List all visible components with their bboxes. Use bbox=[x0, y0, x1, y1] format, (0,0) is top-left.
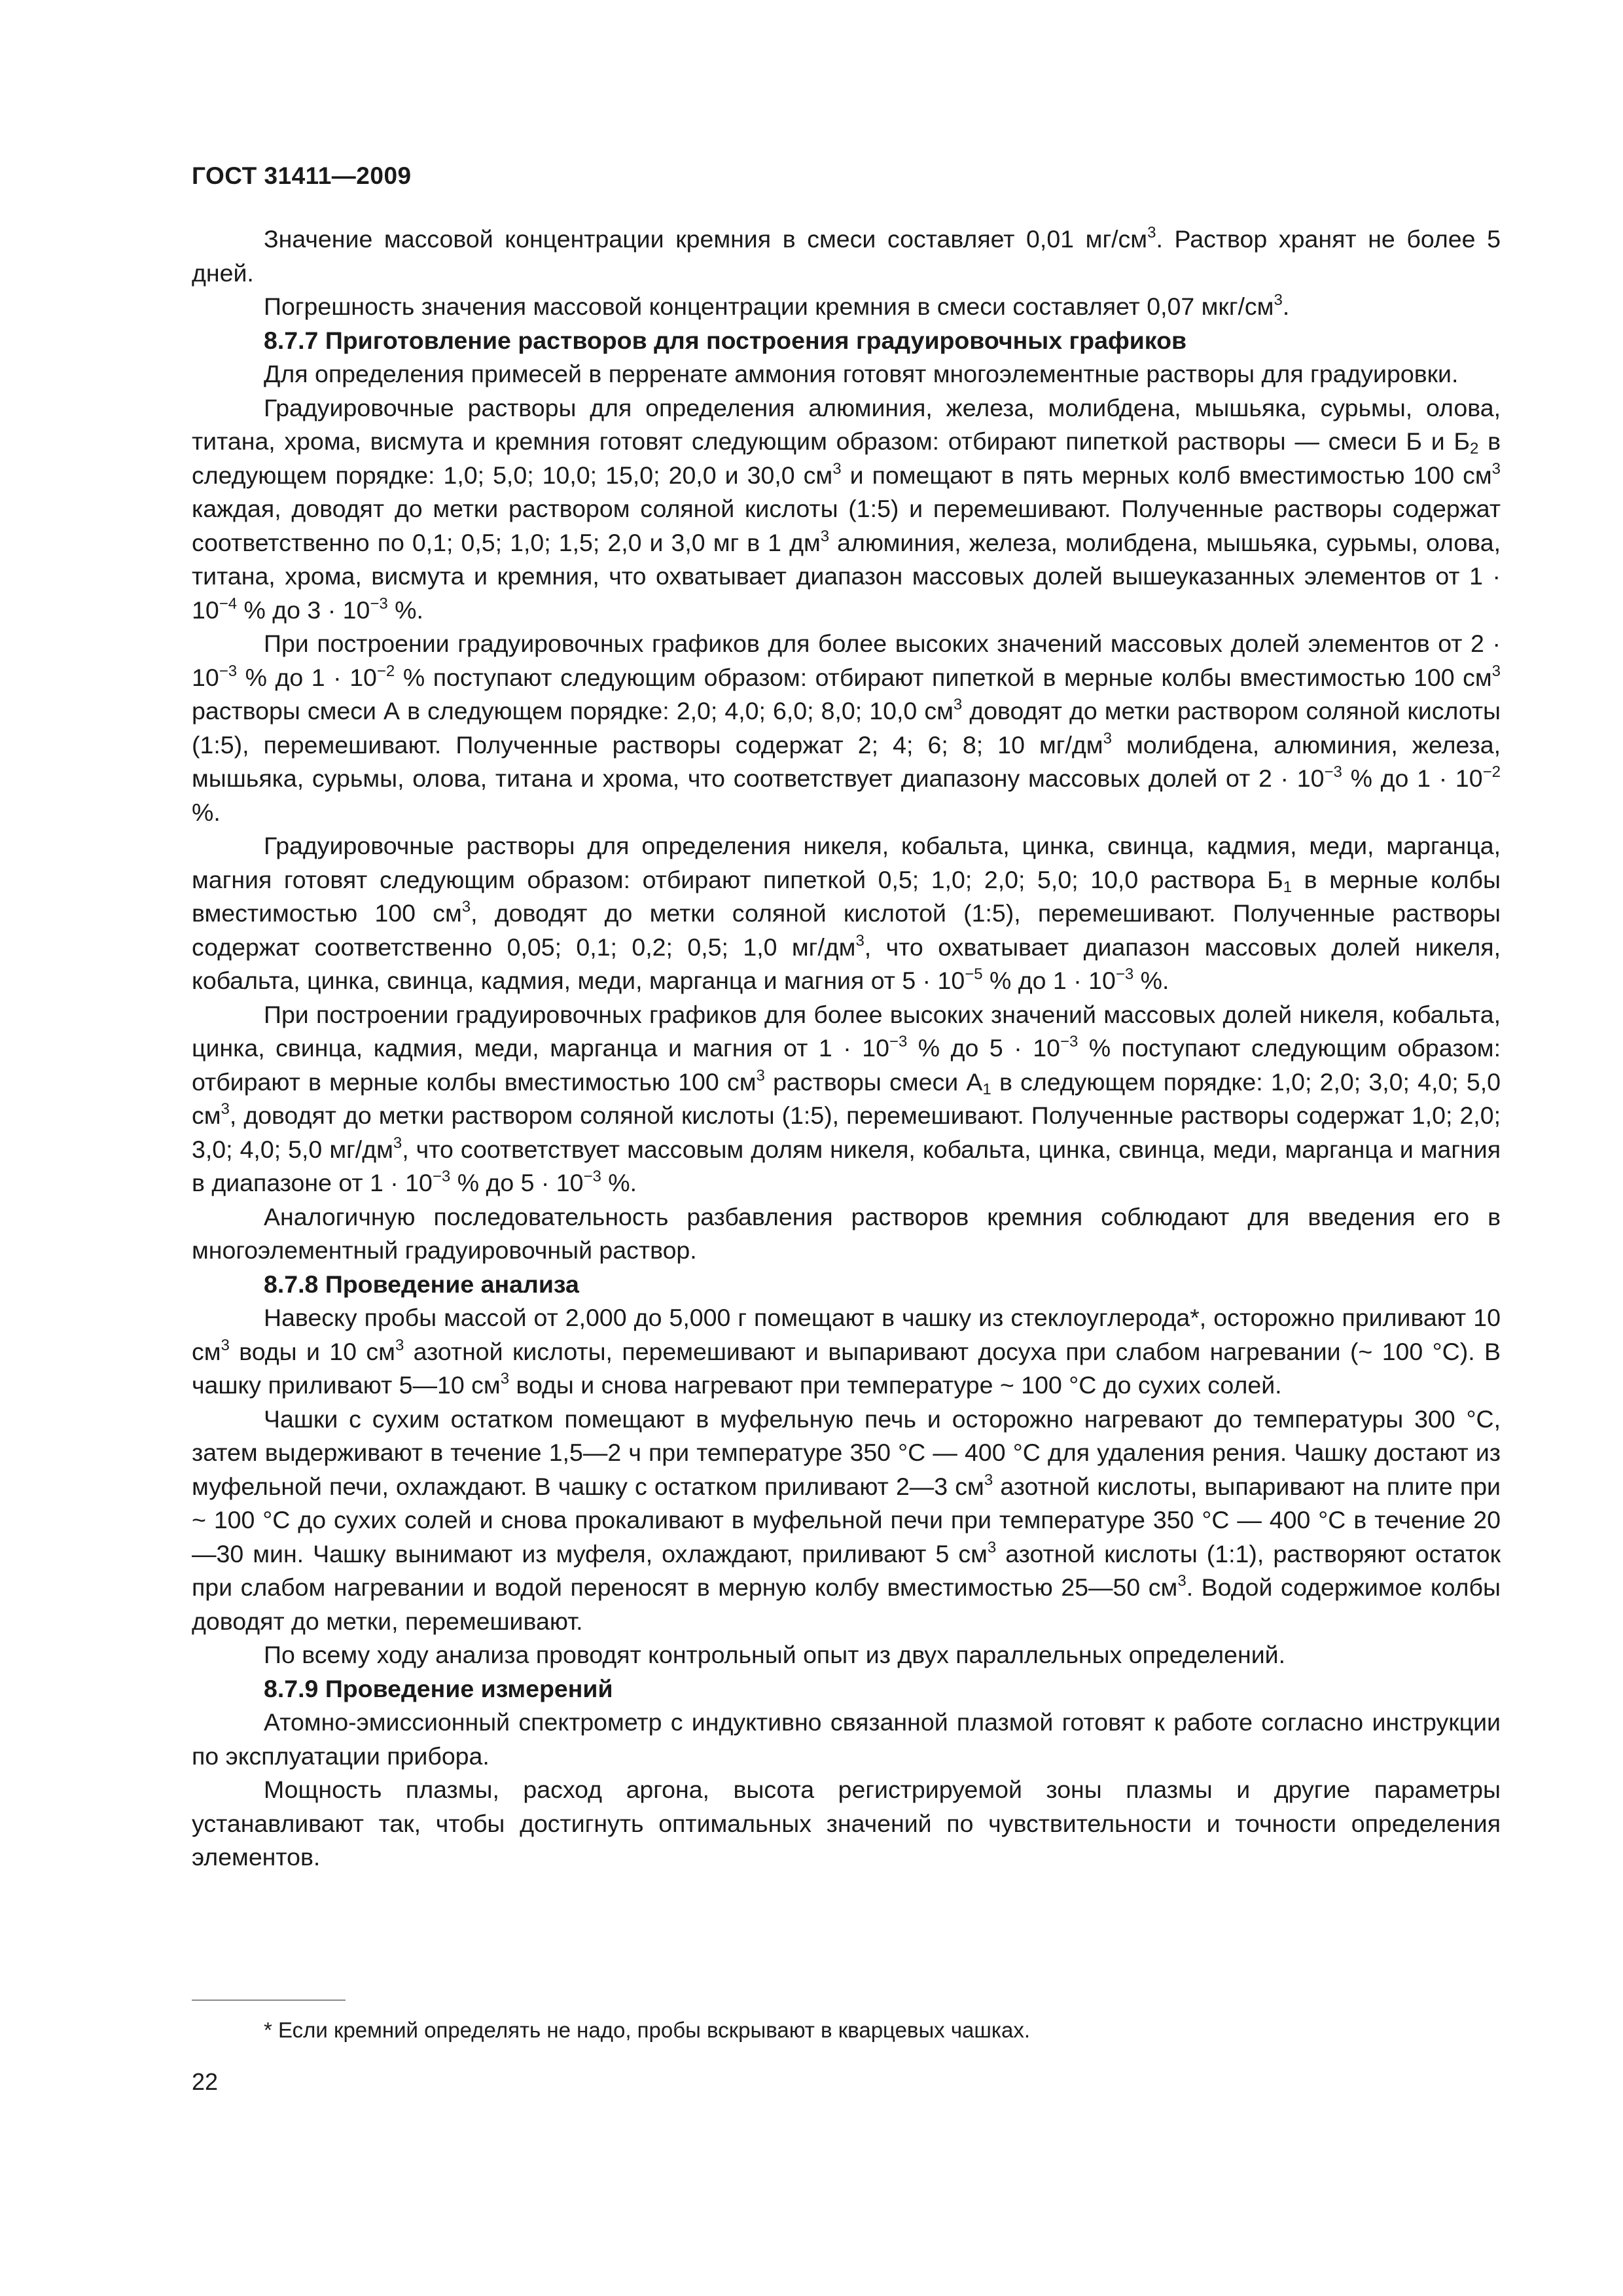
paragraph-spectrometer-prep: Атомно-эмиссионный спектрометр с индуктивно связанной плазмой готовят к работе согласно инструкции по эксплуатации прибора. bbox=[192, 1708, 1501, 1770]
section-heading-8-7-8: 8.7.8 Проведение анализа bbox=[264, 1270, 579, 1298]
paragraph-silicon-concentration: Значение массовой концентрации кремния в смеси составляет 0,01 $мг/см^3$. Раствор хранят не более 5 дней. bbox=[192, 224, 1501, 287]
paragraph-calibration-ni-co: Градуировочные растворы для определения никеля, кобальта, цинка, свинца, кадмия, меди, марганца, магния готовят следующим образом: отбирают пипеткой 0,5; 1,0; 2,0; 5,0; 10,0 раствора $Б_1$ в мерные колбы вместимостью 100 $см^3$, доводят до метки соляной кислотой (1:5), перемешивают. Полученные растворы содержат соответственно 0,05; 0,1; 0,2; 0,5; 1,0 $мг/дм^3$, что охватывает диапазон массовых долей никеля, кобальта, цинка, свинца, кадмия, меди, марганца и магния от $5 \cdot 10^{-5}$ % до $1 \cdot 10^{-3}$ %. bbox=[192, 832, 1501, 994]
document-code-header: ГОСТ 31411—2009 bbox=[192, 162, 412, 189]
document-page bbox=[192, 0, 1501, 2296]
paragraph-muffle-furnace: Чашки с сухим остатком помещают в муфельную печь и осторожно нагревают до температуры 300 °С, затем выдерживают в течение 1,5—2 ч при температуре 350 °С — 400 °С для удаления рения. Чашку достают из муфельной печи, охлаждают. В чашку с остатком приливают 2—3 $см^3$ азотной кислоты, выпаривают на плите при ~ 100 °С до сухих солей и снова прокаливают в муфельной печи при температуре 350 °С — 400 °С в течение 20—30 мин. Чашку вынимают из муфеля, охлаждают, приливают 5 $см^3$ азотной кислоты (1:1), растворяют остаток при слабом нагревании и водой переносят в мерную колбу вместимостью 25—50 $см^3$. Водой содержимое колбы доводят до метки, перемешивают. bbox=[192, 1405, 1501, 1635]
section-heading-8-7-7: 8.7.7 Приготовление растворов для построения градуировочных графиков bbox=[264, 326, 1187, 354]
section-heading-8-7-9: 8.7.9 Проведение измерений bbox=[264, 1674, 613, 1702]
footnote: * Если кремний определять не надо, пробы вскрывают в кварцевых чашках. bbox=[264, 2018, 1031, 2042]
paragraph-sample-weighing: Навеску пробы массой от 2,000 до 5,000 г помещают в чашку из стеклоуглерода*, осторожно приливают 10 $см^3$ воды и 10 $см^3$ азотной кислоты, перемешивают и выпаривают досуха при слабом нагревании (~ 100 °С). В чашку приливают 5—10 $см^3$ воды и снова нагревают при температуре ~ 100 °С до сухих солей. bbox=[192, 1304, 1501, 1399]
paragraph-calibration-high-range: При построении градуировочных графиков для более высоких значений массовых долей элементов от $2 \cdot 10^{-3}$ % до $1 \cdot 10^{-2}$ % поступают следующим образом: отбирают пипеткой в мерные колбы вместимостью 100 $см^3$ растворы смеси А в следующем порядке: 2,0; 4,0; 6,0; 8,0; 10,0 $см^3$ доводят до метки раствором соляной кислоты (1:5), перемешивают. Полученные растворы содержат 2; 4; 6; 8; 10 $мг/дм^3$ молибдена, алюминия, железа, мышьяка, сурьмы, олова, титана и хрома, что соответствует диапазону массовых долей от $2 \cdot 10^{-3}$ % до $1 \cdot 10^{-2}$ %. bbox=[192, 630, 1501, 826]
paragraph-control-experiment: По всему ходу анализа проводят контрольный опыт из двух параллельных определений. bbox=[264, 1641, 1286, 1668]
paragraph-plasma-parameters: Мощность плазмы, расход аргона, высота регистрируемой зоны плазмы и другие параметры устанавливают так, чтобы достигнуть оптимальных значений по чувствительности и точности определения элементов. bbox=[192, 1776, 1501, 1871]
page-number: 22 bbox=[192, 2068, 219, 2095]
document-body bbox=[192, 223, 1501, 1874]
paragraph-calibration-al-fe: Градуировочные растворы для определения алюминия, железа, молибдена, мышьяка, сурьмы, олова, титана, хрома, висмута и кремния готовят следующим образом: отбирают пипеткой растворы — смеси Б и $Б_2$ в следующем порядке: 1,0; 5,0; 10,0; 15,0; 20,0 и 30,0 $см^3$ и помещают в пять мерных колб вместимостью 100 $см^3$ каждая, доводят до метки раствором соляной кислоты (1:5) и перемешивают. Полученные растворы содержат соответственно по 0,1; 0,5; 1,0; 1,5; 2,0 и 3,0 мг в 1 $дм^3$ алюминия, железа, молибдена, мышьяка, сурьмы, олова, титана, хрома, висмута и кремния, что охватывает диапазон массовых долей вышеуказанных элементов от $1 \cdot 10^{-4}$ % до $3 \cdot 10^{-3}$ %. bbox=[192, 393, 1501, 624]
footnote-divider bbox=[192, 2000, 346, 2001]
paragraph-calibration-ni-co-high: При построении градуировочных графиков для более высоких значений массовых долей никеля, кобальта, цинка, свинца, кадмия, меди, марганца и магния от $1 \cdot 10^{-3}$ % до $5 \cdot 10^{-3}$ % поступают следующим образом: отбирают в мерные колбы вместимостью 100 $см^3$ растворы смеси $А_1$ в следующем порядке: 1,0; 2,0; 3,0; 4,0; 5,0 $см^3$, доводят до метки раствором соляной кислоты (1:5), перемешивают. Полученные растворы содержат 1,0; 2,0; 3,0; 4,0; 5,0 $мг/дм^3$, что соответствует массовым долям никеля, кобальта, цинка, свинца, меди, марганца и магния в диапазоне от $1 \cdot 10^{-3}$ % до $5 \cdot 10^{-3}$ %. bbox=[192, 1000, 1501, 1196]
paragraph-silicon-error: Погрешность значения массовой концентрации кремния в смеси составляет 0,07 мкг/$см^3$. bbox=[264, 291, 1290, 320]
paragraph-impurity-determination: Для определения примесей в перренате аммония готовят многоэлементные растворы для градуировки. bbox=[264, 360, 1459, 387]
paragraph-silicon-dilution: Аналогичную последовательность разбавления растворов кремния соблюдают для введения его в многоэлементный градуировочный раствор. bbox=[192, 1202, 1501, 1264]
